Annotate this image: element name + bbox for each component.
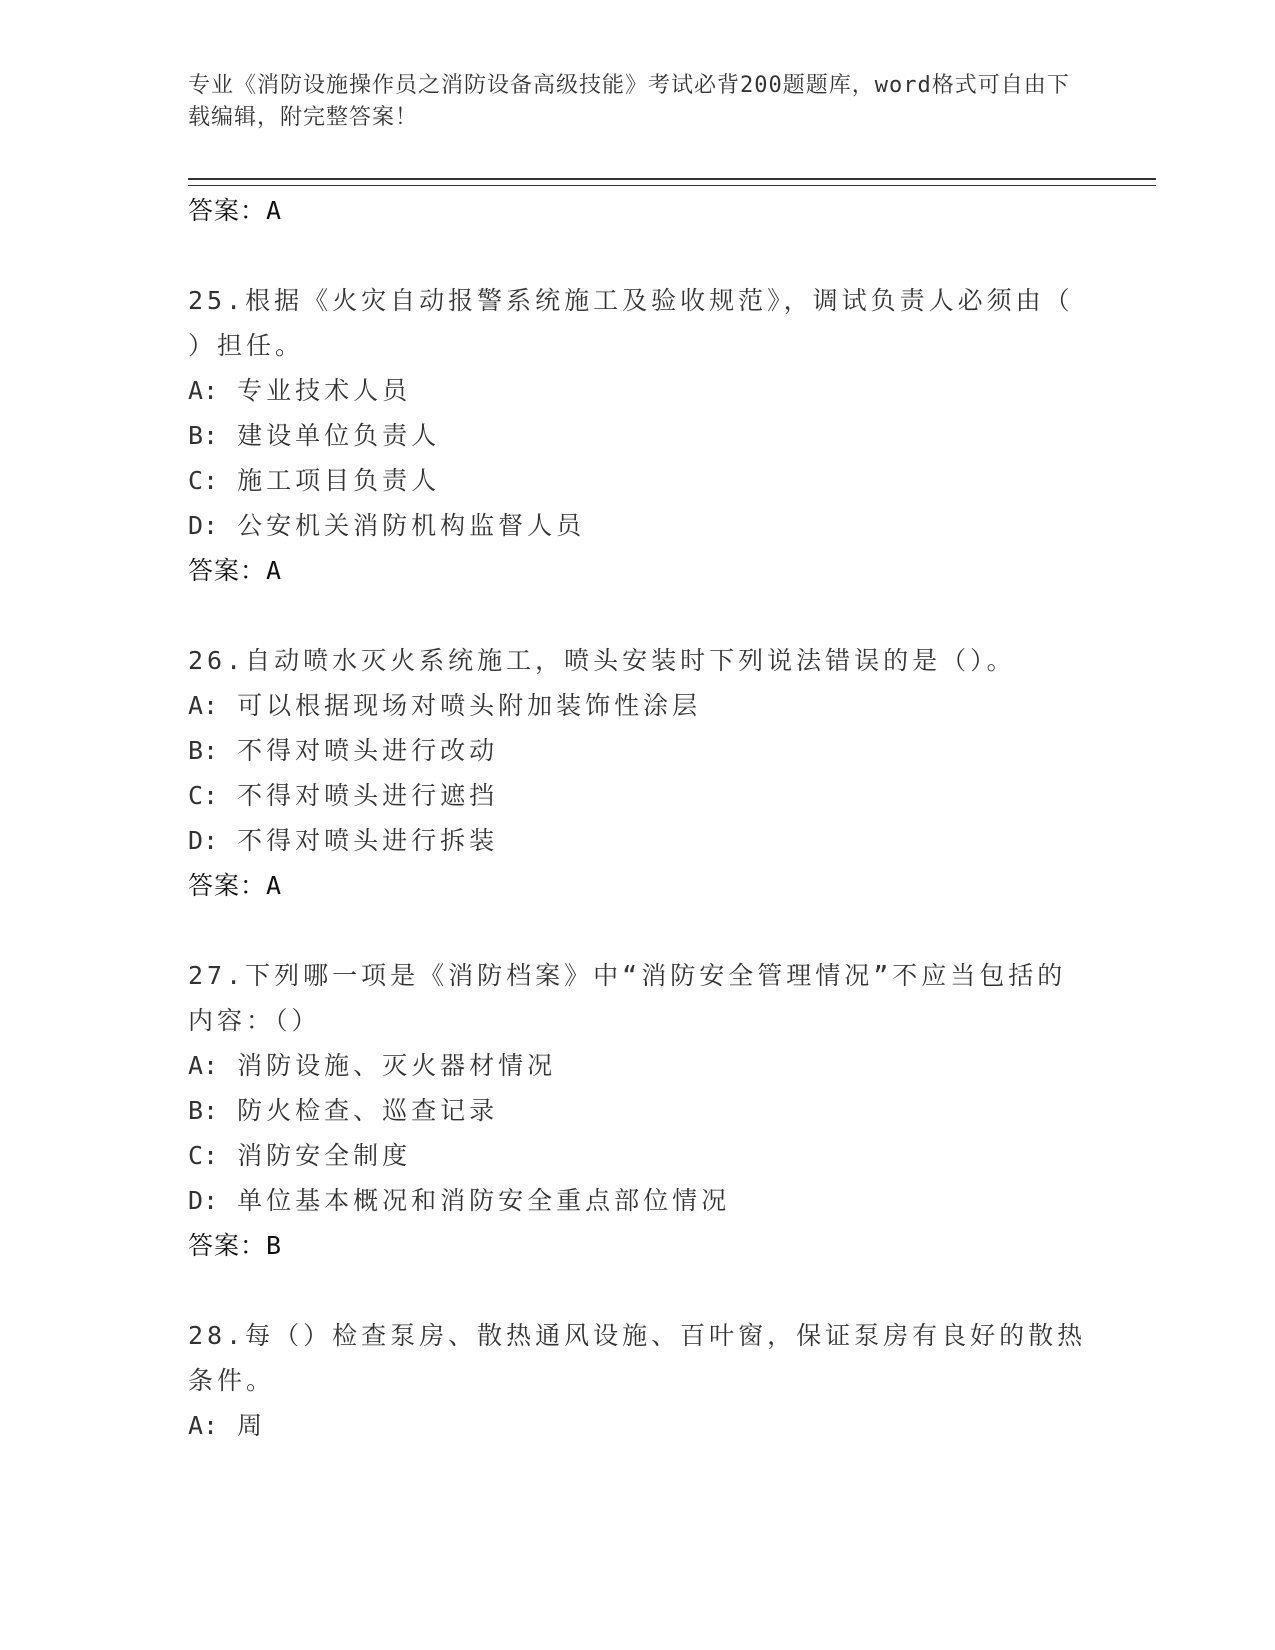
option-d — [188, 818, 1088, 863]
option-text: 专业技术人员 — [237, 376, 412, 405]
answer-value: A — [266, 871, 283, 900]
answer-label: 答案： — [188, 1231, 267, 1260]
option-letter: D: — [188, 511, 219, 540]
option-letter: A: — [188, 376, 219, 405]
option-c — [188, 773, 1088, 818]
option-text: 施工项目负责人 — [237, 466, 441, 495]
option-a — [188, 368, 1088, 413]
option-letter: C: — [188, 1141, 219, 1170]
option-letter: B: — [188, 421, 219, 450]
option-a — [188, 683, 1088, 728]
question-text — [188, 638, 1088, 683]
option-c — [188, 458, 1088, 503]
option-letter: B: — [188, 1096, 219, 1125]
option-letter: A: — [188, 1051, 219, 1080]
answer-line — [188, 188, 1088, 233]
option-d — [188, 503, 1088, 548]
option-text: 防火检查、巡查记录 — [237, 1096, 499, 1125]
answer-value: A — [266, 556, 283, 585]
option-text: 消防设施、灭火器材情况 — [237, 1051, 557, 1080]
option-letter: D: — [188, 1186, 219, 1215]
option-text: 公安机关消防机构监督人员 — [237, 511, 586, 540]
question-number: 28. — [188, 1321, 246, 1350]
answer-value: B — [266, 1231, 283, 1260]
option-letter: D: — [188, 826, 219, 855]
question-number: 25. — [188, 286, 246, 315]
answer-label: 答案： — [188, 196, 267, 225]
option-a — [188, 1043, 1088, 1088]
answer-line — [188, 1223, 1088, 1268]
option-letter: C: — [188, 466, 219, 495]
question-item — [188, 638, 1088, 908]
question-text — [188, 1313, 1088, 1403]
header-divider — [188, 178, 1156, 186]
question-stem: 自动喷水灭火系统施工，喷头安装时下列说法错误的是（）。 — [245, 646, 1016, 675]
question-stem: 根据《火灾自动报警系统施工及验收规范》，调试负责人必须由（ ）担任。 — [188, 286, 1074, 360]
question-item — [188, 278, 1088, 593]
question-list — [188, 188, 1088, 1448]
option-a — [188, 1403, 1088, 1448]
answer-value: A — [266, 196, 283, 225]
option-letter: C: — [188, 781, 219, 810]
question-text — [188, 953, 1088, 1043]
document-title: 专业《消防设施操作员之消防设备高级技能》考试必背200题题库，word格式可自由下载编辑，附完整答案！ — [188, 73, 1070, 130]
option-d — [188, 1178, 1088, 1223]
option-b — [188, 1088, 1088, 1133]
question-stem: 下列哪一项是《消防档案》中“消防安全管理情况”不应当包括的内容：（） — [188, 961, 1067, 1035]
answer-label: 答案： — [188, 556, 267, 585]
option-letter: A: — [188, 691, 219, 720]
option-text: 建设单位负责人 — [237, 421, 441, 450]
answer-line — [188, 863, 1088, 908]
option-text: 单位基本概况和消防安全重点部位情况 — [237, 1186, 731, 1215]
question-stem: 每（）检查泵房、散热通风设施、百叶窗，保证泵房有良好的散热条件。 — [188, 1321, 1087, 1395]
page-header — [188, 70, 1088, 134]
option-letter: A: — [188, 1411, 219, 1440]
option-text: 周 — [237, 1411, 267, 1440]
option-text: 消防安全制度 — [237, 1141, 412, 1170]
question-item — [188, 1313, 1088, 1448]
option-c — [188, 1133, 1088, 1178]
question-text — [188, 278, 1088, 368]
option-text: 不得对喷头进行遮挡 — [237, 781, 499, 810]
question-number: 26. — [188, 646, 246, 675]
question-item — [188, 953, 1088, 1268]
question-number: 27. — [188, 961, 246, 990]
answer-line — [188, 548, 1088, 593]
option-letter: B: — [188, 736, 219, 765]
option-text: 可以根据现场对喷头附加装饰性涂层 — [237, 691, 702, 720]
option-b — [188, 728, 1088, 773]
answer-label: 答案： — [188, 871, 267, 900]
option-text: 不得对喷头进行改动 — [237, 736, 499, 765]
option-b — [188, 413, 1088, 458]
option-text: 不得对喷头进行拆装 — [237, 826, 499, 855]
